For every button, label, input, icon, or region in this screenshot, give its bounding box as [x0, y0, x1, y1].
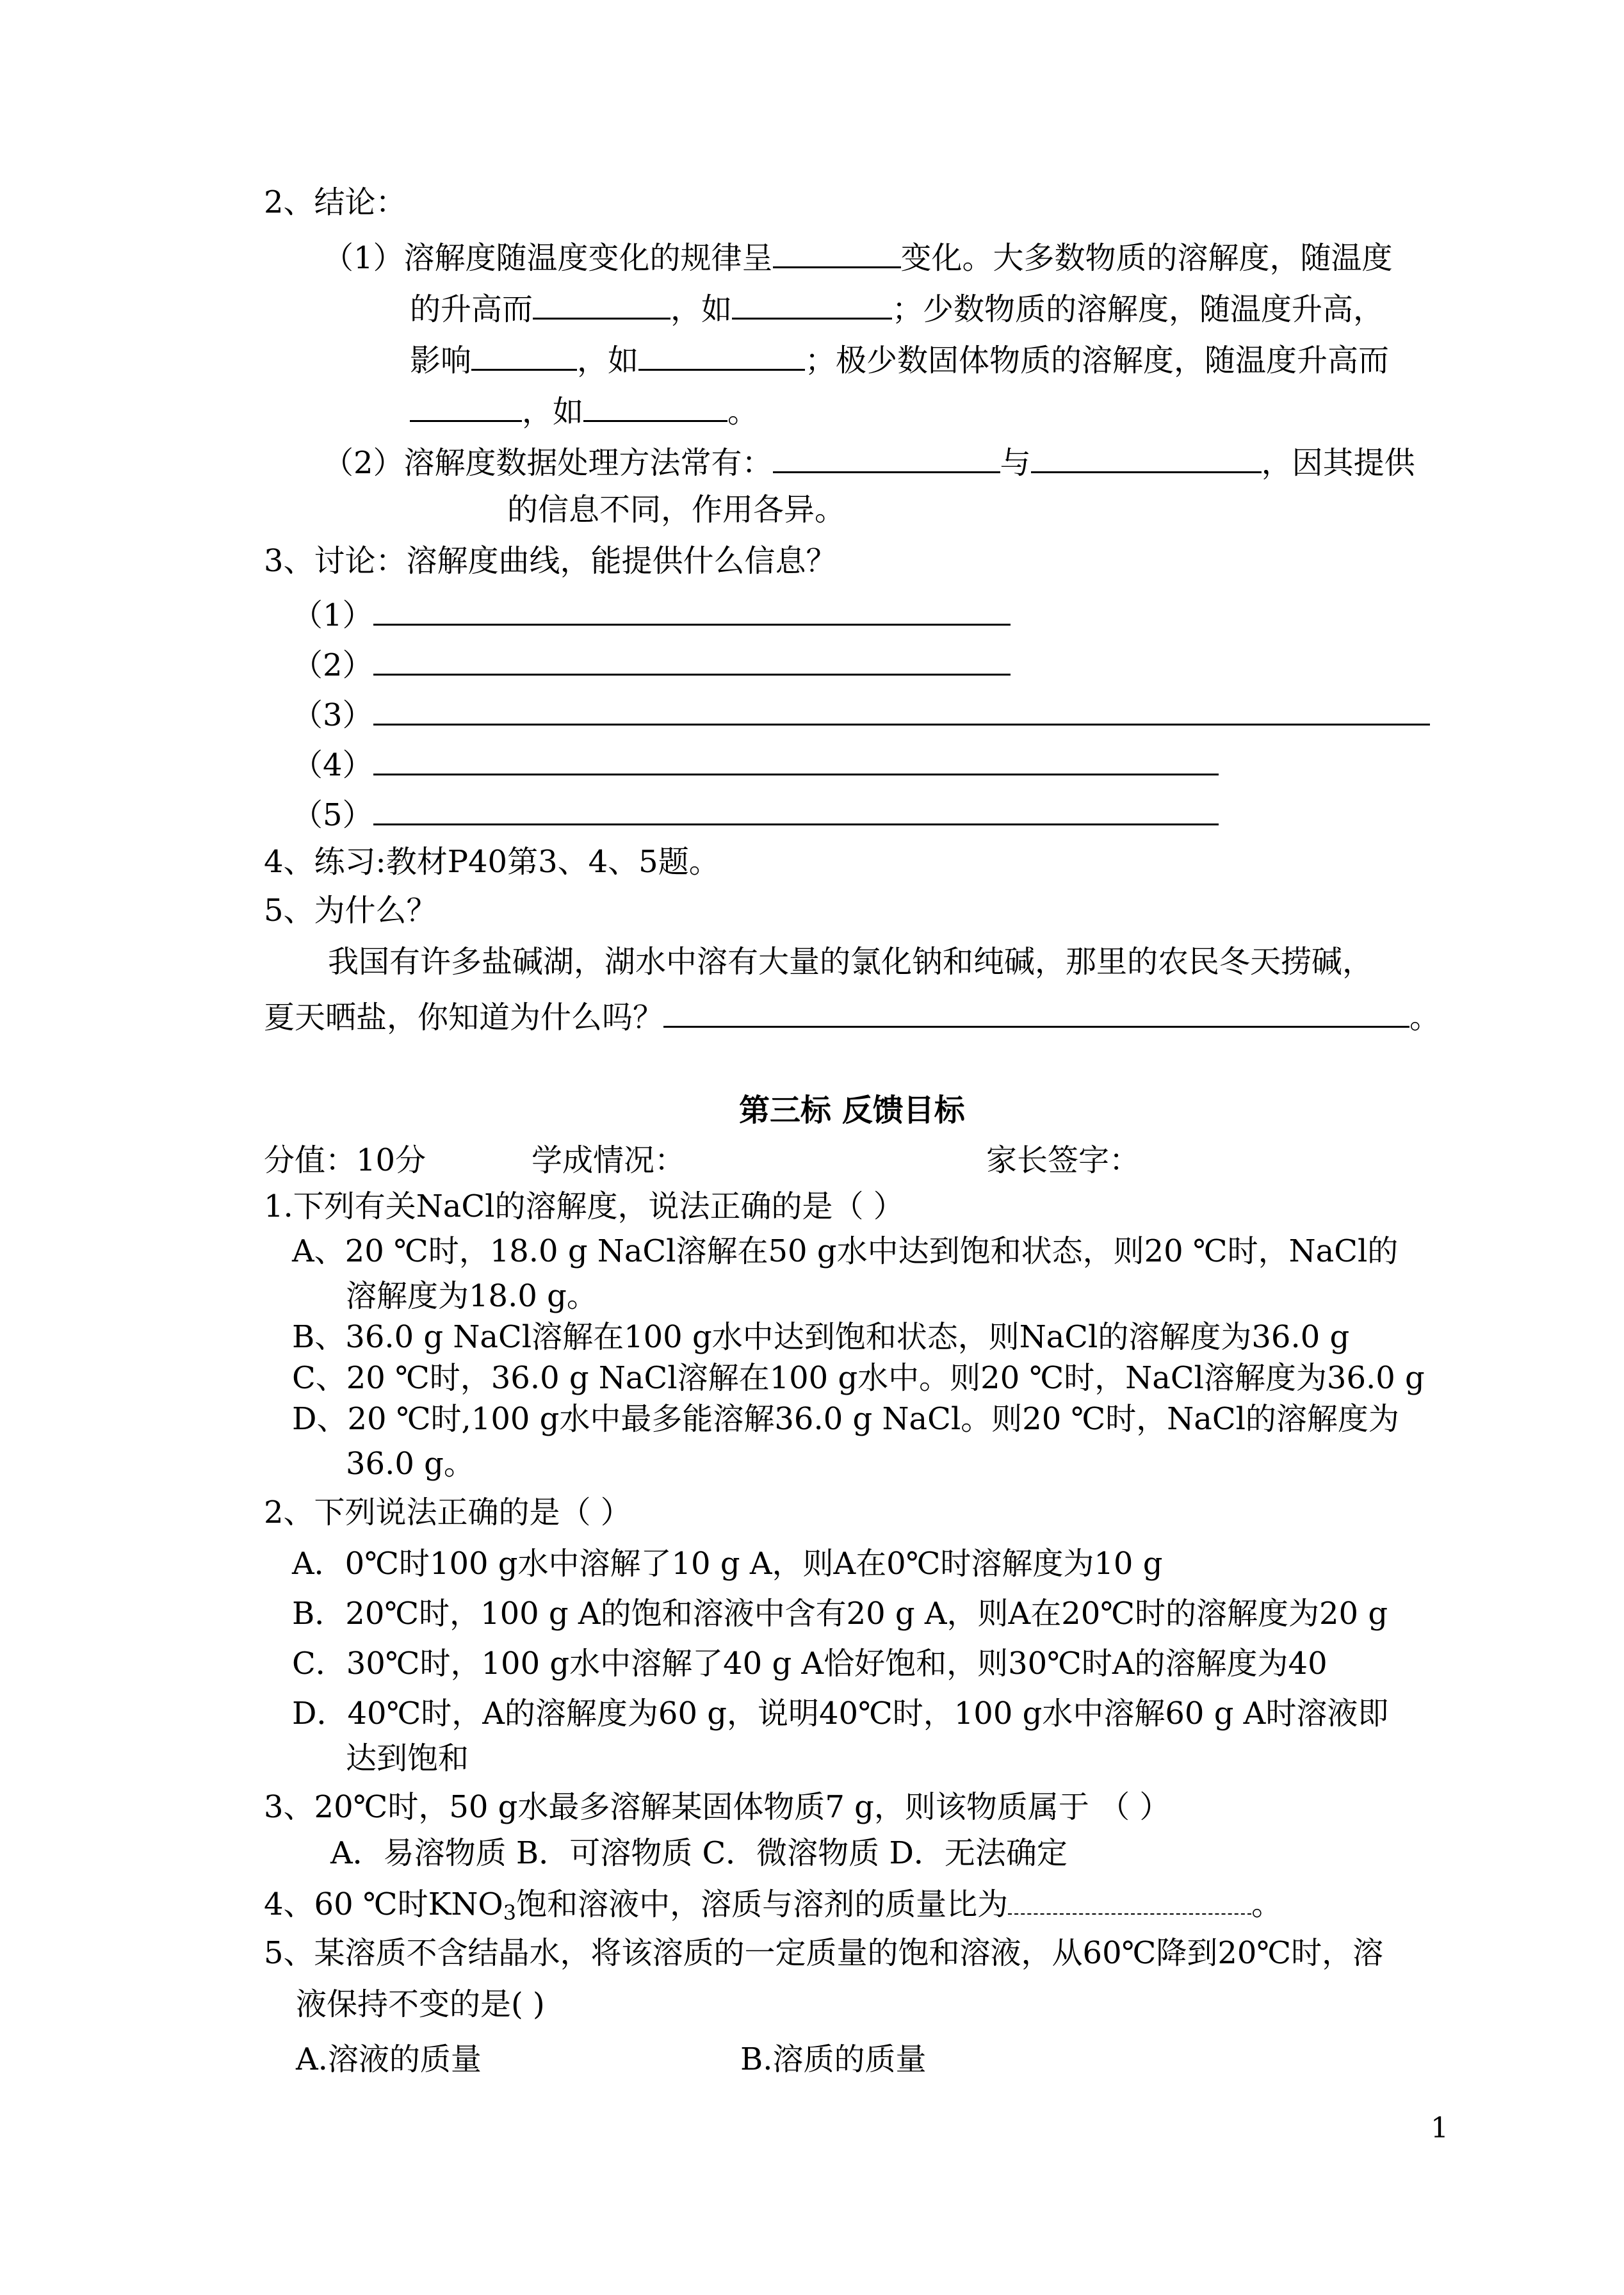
status-label: 学成情况：: [532, 1142, 686, 1178]
fill-blank[interactable]: [638, 341, 805, 371]
answer-line[interactable]: [663, 998, 1409, 1028]
text: 影响: [410, 343, 472, 378]
question-1-stem: 1.下列有关NaCl的溶解度，说法正确的是（ ）: [264, 1188, 904, 1224]
question-3-options: A．易溶物质 B．可溶物质 C．微溶物质 D．无法确定: [330, 1835, 1068, 1871]
feedback-title: 第三标 反馈目标: [739, 1092, 965, 1128]
section-5-line-2: [264, 998, 1440, 1033]
question-1-option-a: A、20 ℃时，18.0 g NaCl溶解在50 g水中达到饱和状态，则20 ℃时，NaCl的: [292, 1233, 1399, 1269]
section-5-line-1: 我国有许多盐碱湖，湖水中溶有大量的氯化钠和纯碱，那里的农民冬天捞碱，: [328, 944, 1374, 980]
section-5-heading: 5、为什么？: [264, 893, 437, 929]
score-label: 分值：10分: [264, 1142, 426, 1178]
section-4-exercise: 4、练习:教材P40第3、4、5题。: [264, 844, 720, 880]
conclusion-2-line-1: [323, 443, 1415, 481]
question-1-option-a-cont: 溶解度为18.0 g。: [346, 1278, 597, 1314]
question-2-stem: 2、下列说法正确的是（ ）: [264, 1495, 631, 1530]
discussion-item-3: [292, 695, 1430, 731]
text: 的升高而: [410, 291, 533, 327]
question-1-option-d: D、20 ℃时,100 g水中最多能溶解36.0 g NaCl。则20 ℃时，NaCl的溶解度为: [292, 1401, 1399, 1437]
text: 。: [727, 394, 759, 430]
fill-blank[interactable]: [1008, 1885, 1251, 1915]
discussion-item-4: [292, 745, 1219, 781]
conclusion-1-line-4: [410, 392, 759, 430]
conclusion-1-line-1: [323, 238, 1393, 276]
text: （2）溶解度数据处理方法常有：: [323, 445, 773, 481]
answer-line[interactable]: [373, 795, 1219, 825]
text: ，如: [522, 394, 584, 430]
text: 夏天晒盐，你知道为什么吗？: [264, 1000, 664, 1035]
text: 4、60 ℃时KNO: [264, 1886, 503, 1922]
question-2-option-d-cont: 达到饱和: [346, 1740, 469, 1776]
discussion-item-5: [292, 795, 1219, 831]
discussion-item-1: [292, 596, 1011, 631]
text: 饱和溶液中，溶质与溶剂的质量比为: [516, 1886, 1009, 1922]
answer-line[interactable]: [373, 745, 1219, 775]
question-1-option-c: C、20 ℃时，36.0 g NaCl溶解在100 g水中。则20 ℃时，NaCl溶解度为36.0 g: [292, 1360, 1425, 1396]
text: ；极少数固体物质的溶解度，随温度升高而: [805, 343, 1390, 378]
fill-blank[interactable]: [773, 238, 901, 268]
text: 。: [1251, 1886, 1283, 1922]
question-2-option-c: C．30℃时，100 g水中溶解了40 g A恰好饱和，则30℃时A的溶解度为40: [292, 1646, 1328, 1682]
question-5-line-2: 液保持不变的是( ): [296, 1986, 545, 2022]
conclusion-2-line-2: 的信息不同，作用各异。: [507, 492, 846, 528]
fill-blank[interactable]: [471, 341, 577, 371]
fill-blank[interactable]: [533, 289, 670, 320]
fill-blank[interactable]: [1031, 443, 1262, 473]
section-2-heading: 2、结论：: [264, 184, 407, 220]
question-5-option-b: B.溶质的质量: [740, 2041, 927, 2077]
question-2-option-b: B．20℃时，100 g A的饱和溶液中含有20 g A，则A在20℃时的溶解度为20 g: [292, 1596, 1388, 1632]
text: 与: [1000, 445, 1031, 481]
text: （1）溶解度随温度变化的规律呈: [323, 240, 773, 276]
fill-blank[interactable]: [410, 392, 522, 422]
conclusion-1-line-2: [410, 289, 1384, 325]
item-number: （2）: [292, 647, 373, 683]
fill-blank[interactable]: [732, 289, 892, 320]
question-4: [264, 1885, 1282, 1923]
text: 变化。大多数物质的溶解度，随温度: [900, 240, 1393, 276]
question-2-option-d: D．40℃时，A的溶解度为60 g，说明40℃时，100 g水中溶解60 g A时溶液即: [292, 1696, 1389, 1731]
answer-line[interactable]: [373, 695, 1430, 726]
question-2-option-a: A．0℃时100 g水中溶解了10 g A，则A在0℃时溶解度为10 g: [292, 1546, 1163, 1582]
item-number: （3）: [292, 697, 373, 733]
answer-line[interactable]: [373, 596, 1011, 626]
text: ，如: [577, 343, 639, 378]
conclusion-1-line-3: [410, 341, 1389, 376]
text: ，如: [670, 291, 733, 327]
text: 。: [1409, 1000, 1441, 1035]
section-3-heading: 3、讨论：溶解度曲线，能提供什么信息？: [264, 543, 837, 579]
answer-line[interactable]: [373, 645, 1011, 676]
subscript: 3: [503, 1901, 517, 1925]
fill-blank[interactable]: [583, 392, 727, 422]
discussion-item-2: [292, 645, 1011, 681]
question-3-stem: 3、20℃时，50 g水最多溶解某固体物质7 g，则该物质属于 （ ）: [264, 1789, 1171, 1825]
fill-blank[interactable]: [773, 443, 1000, 473]
question-5-line-1: 5、某溶质不含结晶水，将该溶质的一定质量的饱和溶液，从60℃降到20℃时，溶: [264, 1935, 1384, 1971]
parent-signature-label: 家长签字：: [986, 1142, 1141, 1178]
item-number: （5）: [292, 797, 373, 833]
page-number: 1: [1431, 2112, 1449, 2145]
question-1-option-d-cont: 36.0 g。: [346, 1446, 475, 1482]
text: ；少数物质的溶解度，随温度升高，: [892, 291, 1384, 327]
item-number: （1）: [292, 597, 373, 633]
question-1-option-b: B、36.0 g NaCl溶解在100 g水中达到饱和状态，则NaCl的溶解度为36.0 g: [292, 1319, 1350, 1355]
question-5-option-a: A.溶液的质量: [296, 2041, 482, 2077]
item-number: （4）: [292, 747, 373, 783]
text: ，因其提供: [1261, 445, 1415, 481]
